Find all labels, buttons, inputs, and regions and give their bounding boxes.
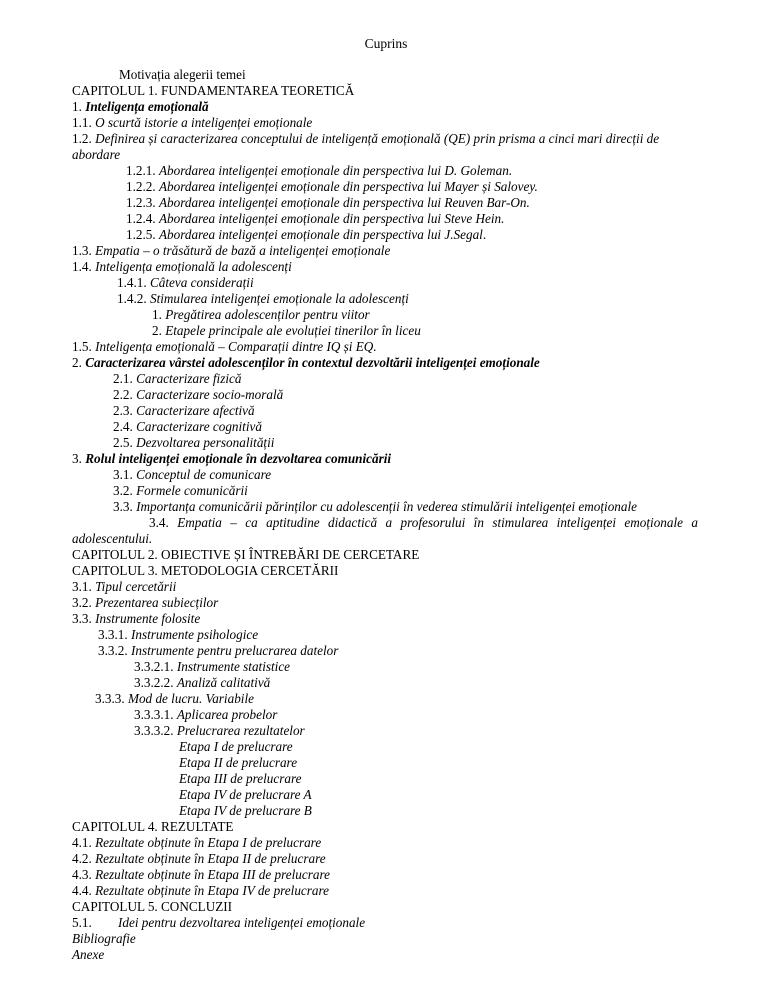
toc-entry — [72, 451, 391, 467]
toc-entry — [179, 771, 301, 787]
toc-entry-text: Etapa III de prelucrare — [179, 771, 302, 786]
toc-entry-text: Caracterizare cognitivă — [136, 419, 262, 434]
toc-entry-text: Caracterizare socio-morală — [136, 387, 284, 402]
toc-entry — [113, 467, 271, 483]
toc-entry-number: 3.3.1. — [98, 627, 131, 642]
toc-entry-number: 1.3. — [72, 243, 96, 258]
toc-entry — [72, 931, 136, 947]
chapter-heading — [72, 899, 232, 915]
toc-entry-text: Instrumente pentru prelucrarea datelor — [130, 643, 339, 658]
toc-entry-text: Inteligența emoțională — [85, 99, 209, 114]
toc-entry — [95, 691, 254, 707]
toc-entry-text: Caracterizare afectivă — [136, 403, 255, 418]
toc-entry — [113, 403, 255, 419]
toc-entry — [126, 195, 530, 211]
toc-entry-text: Abordarea inteligenței emoționale din perspectiva lui Mayer și Salovey. — [158, 179, 538, 194]
toc-entry-text: Empatia – ca aptitudine didactică a profesorului în stimularea inteligenței emoționale a — [177, 515, 699, 530]
toc-entry — [98, 627, 258, 643]
toc-entry-text: Instrumente statistice — [176, 659, 291, 674]
toc-entry-text: Rezultate obținute în Etapa IV de prelucrare — [95, 883, 329, 898]
toc-entry: 1.2.5. Abordarea inteligenței emoționale din perspectiva lui J.Segal. — [126, 227, 487, 242]
toc-entry-text: CAPITOLUL 5. CONCLUZII — [72, 899, 233, 914]
toc-entry-text: Anexe — [72, 947, 105, 962]
toc-entry — [179, 787, 312, 803]
toc-entry — [72, 611, 200, 627]
toc-entry-number: 3.3.3. — [95, 691, 128, 706]
toc-entry-number: 2.4. — [113, 419, 137, 434]
toc-entry-number: 3.2. — [113, 483, 137, 498]
toc-entry-text: Rezultate obținute în Etapa I de prelucrare — [95, 835, 322, 850]
toc-entry — [126, 211, 504, 227]
toc-entry-text: Abordarea inteligenței emoționale din perspectiva lui Reuven Bar-On. — [158, 195, 530, 210]
toc-entry — [179, 755, 297, 771]
toc-entry-number: 1.2. — [72, 131, 96, 146]
toc-entry-text: Prelucrarea rezultatelor — [176, 723, 305, 738]
toc-entry — [72, 115, 312, 131]
toc-entry-number: 5.1. — [72, 915, 92, 930]
toc-entry-text: Motivația alegerii temei — [119, 67, 246, 82]
toc-entry-text: Câteva considerații — [149, 275, 254, 290]
toc-entry-number: 3. — [72, 451, 86, 466]
toc-entry-number: 3.3.2.1. — [134, 659, 177, 674]
toc-entry — [134, 723, 305, 739]
toc-entry — [72, 259, 292, 275]
toc-entry — [72, 579, 176, 595]
toc-entry — [152, 307, 370, 323]
toc-entry-number: 3.1. — [113, 467, 137, 482]
toc-entry — [113, 419, 262, 435]
toc-entry — [72, 947, 104, 963]
toc-entry — [134, 659, 290, 675]
toc-entry — [72, 355, 540, 371]
toc-entry-text: Mod de lucru. Variabile — [127, 691, 254, 706]
toc-entry-text: Inteligența emoțională la adolescenți — [95, 259, 292, 274]
toc-entry-text: Instrumente folosite — [95, 611, 201, 626]
toc-entry — [98, 643, 338, 659]
toc-entry-text: abordare — [72, 147, 121, 162]
toc-entry-text: Rolul inteligenței emoționale în dezvoltarea comunicării — [85, 451, 392, 466]
toc-entry-text: Pregătirea adolescenților pentru viitor — [165, 307, 370, 322]
toc-entry-text: Definirea și caracterizarea conceptului de inteligență emoțională (QE) prin prisma a cinci mari direcții de — [95, 131, 660, 146]
toc-entry-number: 4.1. — [72, 835, 96, 850]
toc-entry-number: 1. — [152, 307, 166, 322]
toc-entry-text: Etapa II de prelucrare — [179, 755, 298, 770]
page-title: Cuprins — [364, 36, 408, 51]
toc-entry-number: 1.2.3. — [126, 195, 159, 210]
toc-entry-number: 2.3. — [113, 403, 137, 418]
toc-entry — [126, 179, 538, 195]
toc-entry-text: Idei pentru dezvoltarea inteligenței emoționale — [118, 915, 366, 930]
toc-entry-text: Rezultate obținute în Etapa II de prelucrare — [95, 851, 326, 866]
toc-entry-text: Abordarea inteligenței emoționale din perspectiva lui Steve Hein. — [158, 211, 505, 226]
toc-entry-number: 3.3. — [113, 499, 137, 514]
chapter-heading — [72, 563, 338, 579]
toc-entry — [72, 835, 321, 851]
toc-entry — [72, 131, 659, 147]
toc-entry — [72, 851, 326, 867]
toc-entry-text: Conceptul de comunicare — [136, 467, 272, 482]
toc-entry-number: 1.2.1. — [126, 163, 159, 178]
toc-entry — [113, 387, 283, 403]
toc-entry — [117, 291, 409, 307]
toc-entry-number: 3.3.2.2. — [134, 675, 177, 690]
toc-entry-text: Abordarea inteligenței emoționale din perspectiva lui J.Segal — [158, 227, 483, 242]
toc-entry-number: 3.2. — [72, 595, 96, 610]
toc-entry — [72, 595, 218, 611]
toc-entry-number: 1.4.1. — [117, 275, 150, 290]
toc-entry-text: Dezvoltarea personalității — [136, 435, 275, 450]
toc-entry-text: Stimularea inteligenței emoționale la adolescenți — [149, 291, 409, 306]
toc-entry-text: CAPITOLUL 4. REZULTATE — [72, 819, 234, 834]
toc-entry-number: 1.4. — [72, 259, 96, 274]
toc-entry-text: Abordarea inteligenței emoționale din perspectiva lui D. Goleman. — [158, 163, 513, 178]
toc-entry — [113, 483, 248, 499]
toc-entry — [72, 339, 377, 355]
toc-entry-number: 1.4.2. — [117, 291, 150, 306]
toc-entry-text: Empatia – o trăsătură de bază a inteligenței emoționale — [95, 243, 391, 258]
toc-entry-text: Prezentarea subiecților — [95, 595, 219, 610]
toc-entry-number: 3.3.3.2. — [134, 723, 177, 738]
toc-entry-number: 1.5. — [72, 339, 96, 354]
toc-entry-number: 2.2. — [113, 387, 137, 402]
toc-entry-text: Instrumente psihologice — [130, 627, 259, 642]
toc-entry-continuation — [72, 531, 152, 547]
toc-entry-number: 3.1. — [72, 579, 96, 594]
toc-entry-text: Formele comunicării — [136, 483, 248, 498]
toc-entry — [72, 867, 330, 883]
toc-entry — [72, 99, 209, 115]
toc-entry-number: 1.1. — [72, 115, 96, 130]
toc-entry — [72, 915, 365, 931]
toc-entry-text: Aplicarea probelor — [176, 707, 278, 722]
toc-entry — [134, 675, 270, 691]
toc-entry-text: Caracterizarea vârstei adolescenților în contextul dezvoltării inteligenței emoționale — [85, 355, 540, 370]
toc-entry-text: CAPITOLUL 3. METODOLOGIA CERCETĂRII — [72, 563, 339, 578]
toc-entry-text: Rezultate obținute în Etapa III de prelucrare — [95, 867, 330, 882]
toc-entry — [113, 371, 241, 387]
toc-entry-text: O scurtă istorie a inteligenței emoționale — [95, 115, 313, 130]
toc-entry-text: CAPITOLUL 1. FUNDAMENTAREA TEORETICĂ — [72, 83, 355, 98]
toc-entry-text: Inteligența emoțională – Comparații dintre IQ și EQ. — [95, 339, 377, 354]
chapter-heading — [72, 819, 233, 835]
toc-entry-text: Etapa IV de prelucrare B — [179, 803, 312, 818]
toc-entry-text: Caracterizare fizică — [136, 371, 242, 386]
toc-entry — [72, 883, 329, 899]
toc-entry-number: 2. — [152, 323, 166, 338]
toc-entry-text: Tipul cercetării — [95, 579, 177, 594]
toc-entry-number: 2. — [72, 355, 86, 370]
toc-entry — [117, 275, 254, 291]
toc-entry-number: 1.2.4. — [126, 211, 159, 226]
toc-entry-number: 3.3. — [72, 611, 96, 626]
toc-entry — [72, 243, 390, 259]
chapter-heading — [72, 547, 419, 563]
toc-entry — [134, 707, 277, 723]
toc-entry-text: Bibliografie — [72, 931, 136, 946]
toc-entry — [152, 323, 421, 339]
toc-entry-number: 4.2. — [72, 851, 96, 866]
toc-entry-text: Etapele principale ale evoluției tinerilor în liceu — [165, 323, 421, 338]
toc-entry-number: 3.3.2. — [98, 643, 131, 658]
toc-entry-text: Etapa IV de prelucrare A — [179, 787, 312, 802]
toc-entry-number: 3.4. — [149, 515, 178, 530]
chapter-heading — [72, 83, 354, 99]
toc-entry-number: 4.4. — [72, 883, 96, 898]
toc-entry — [113, 499, 637, 515]
toc-entry-number: 3.3.3.1. — [134, 707, 177, 722]
toc-entry-text: Importanța comunicării părinților cu adolescenții în vederea stimulării inteligenței emoționale — [136, 499, 638, 514]
toc-entry-text: Etapa I de prelucrare — [179, 739, 293, 754]
toc-entry-number: 2.1. — [113, 371, 137, 386]
toc-entry — [119, 67, 246, 83]
toc-entry-continuation — [72, 147, 120, 163]
toc-entry — [179, 803, 312, 819]
toc-entry — [126, 163, 512, 179]
toc-entry-text: CAPITOLUL 2. OBIECTIVE ȘI ÎNTREBĂRI DE CERCETARE — [72, 547, 420, 562]
toc-entry-text: Analiză calitativă — [176, 675, 271, 690]
toc-entry-text: adolescentului. — [72, 531, 153, 546]
toc-entry — [179, 739, 293, 755]
toc-entry-number: 1.2.2. — [126, 179, 159, 194]
toc-entry — [149, 515, 698, 531]
toc-entry-number: 1.2.5. — [126, 227, 159, 242]
toc-entry-number: 2.5. — [113, 435, 137, 450]
toc-entry-number: 1. — [72, 99, 86, 114]
toc-entry-number: 4.3. — [72, 867, 96, 882]
toc-entry — [113, 435, 274, 451]
